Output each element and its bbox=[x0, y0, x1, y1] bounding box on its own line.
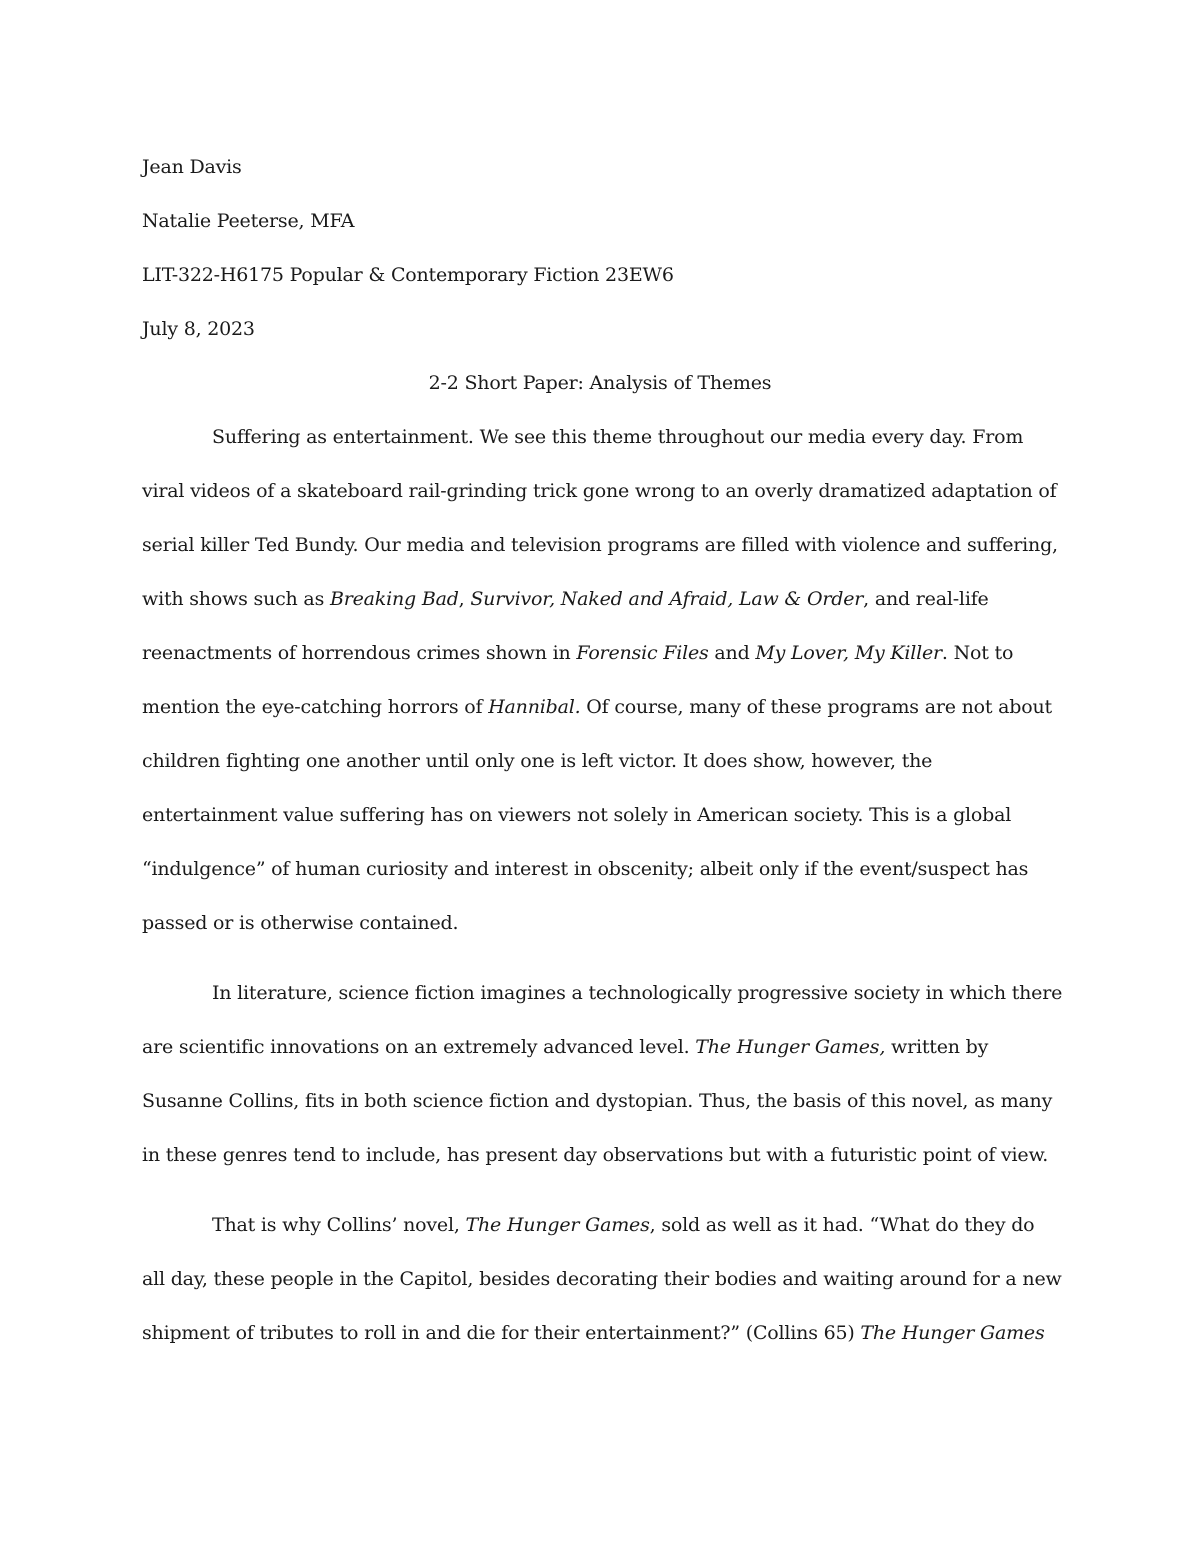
paragraph-2 bbox=[142, 966, 1063, 1182]
paragraph-1 bbox=[142, 410, 1058, 950]
italic-title: The Hunger Games bbox=[860, 1322, 1045, 1344]
text-run: , sold as well as it had. “What do they do bbox=[649, 1214, 1035, 1236]
paragraph-line bbox=[142, 1198, 1058, 1252]
paragraph-line bbox=[142, 626, 1058, 680]
paragraph-line: serial killer Ted Bundy. Our media and television programs are filled with violence and suffering, bbox=[142, 534, 1058, 556]
italic-title: My Lover, My Killer bbox=[755, 642, 942, 664]
paragraph-line bbox=[142, 1020, 1058, 1074]
paragraph-line bbox=[142, 572, 1058, 626]
text-run: , bbox=[458, 588, 471, 610]
italic-title: Survivor, Naked and Afraid, Law & Order bbox=[470, 588, 864, 610]
italic-title: The Hunger Games, bbox=[695, 1036, 886, 1058]
paragraph-line: children fighting one another until only one is left victor. It does show, however, the bbox=[142, 750, 933, 772]
instructor-name: Natalie Peeterse, MFA bbox=[142, 210, 355, 232]
text-run: with shows such as bbox=[142, 588, 330, 610]
text-run: are scientific innovations on an extremely advanced level. bbox=[142, 1036, 696, 1058]
paragraph-line: entertainment value suffering has on viewers not solely in American society. This is a global bbox=[142, 804, 1012, 826]
paragraph-line: viral videos of a skateboard rail-grinding trick gone wrong to an overly dramatized adaptation of bbox=[142, 480, 1057, 502]
italic-title: Breaking Bad bbox=[329, 588, 459, 610]
text-run: written by bbox=[885, 1036, 989, 1058]
italic-title: Hannibal. bbox=[488, 696, 581, 718]
paragraph-line: In literature, science fiction imagines a technologically progressive society in which there bbox=[212, 982, 1063, 1004]
text-run: That is why Collins’ novel, bbox=[212, 1214, 466, 1236]
document-body bbox=[142, 140, 1063, 1360]
italic-title: The Hunger Games bbox=[465, 1214, 650, 1236]
paragraph-line: all day, these people in the Capitol, besides decorating their bodies and waiting around for a new bbox=[142, 1268, 1062, 1290]
text-run: reenactments of horrendous crimes shown in bbox=[142, 642, 577, 664]
paragraph-line: in these genres tend to include, has present day observations but with a futuristic point of view. bbox=[142, 1144, 1049, 1166]
text-run: and bbox=[708, 642, 756, 664]
paragraph-line: “indulgence” of human curiosity and interest in obscenity; albeit only if the event/suspect has bbox=[142, 858, 1029, 880]
paragraph-line: Susanne Collins, fits in both science fiction and dystopian. Thus, the basis of this novel, as many bbox=[142, 1090, 1053, 1112]
paper-title: 2-2 Short Paper: Analysis of Themes bbox=[428, 372, 772, 394]
submission-date: July 8, 2023 bbox=[142, 318, 255, 340]
student-name: Jean Davis bbox=[142, 156, 242, 178]
paragraph-line: Suffering as entertainment. We see this theme throughout our media every day. From bbox=[212, 426, 1024, 448]
text-run: , and real-life bbox=[863, 588, 989, 610]
course-name: LIT-322-H6175 Popular & Contemporary Fiction 23EW6 bbox=[142, 264, 674, 286]
paragraph-line bbox=[142, 1306, 1058, 1360]
paragraph-spacer bbox=[142, 950, 1058, 966]
paragraph-spacer bbox=[142, 1182, 1058, 1198]
italic-title: Forensic Files bbox=[576, 642, 709, 664]
paragraph-line: passed or is otherwise contained. bbox=[142, 912, 459, 934]
text-run: . Not to bbox=[941, 642, 1014, 664]
text-run: Of course, many of these programs are not about bbox=[580, 696, 1052, 718]
text-run: shipment of tributes to roll in and die for their entertainment?” (Collins 65) bbox=[142, 1322, 861, 1344]
text-run: mention the eye-catching horrors of bbox=[142, 696, 489, 718]
paragraph-3 bbox=[142, 1198, 1062, 1360]
paragraph-line bbox=[142, 680, 1058, 734]
